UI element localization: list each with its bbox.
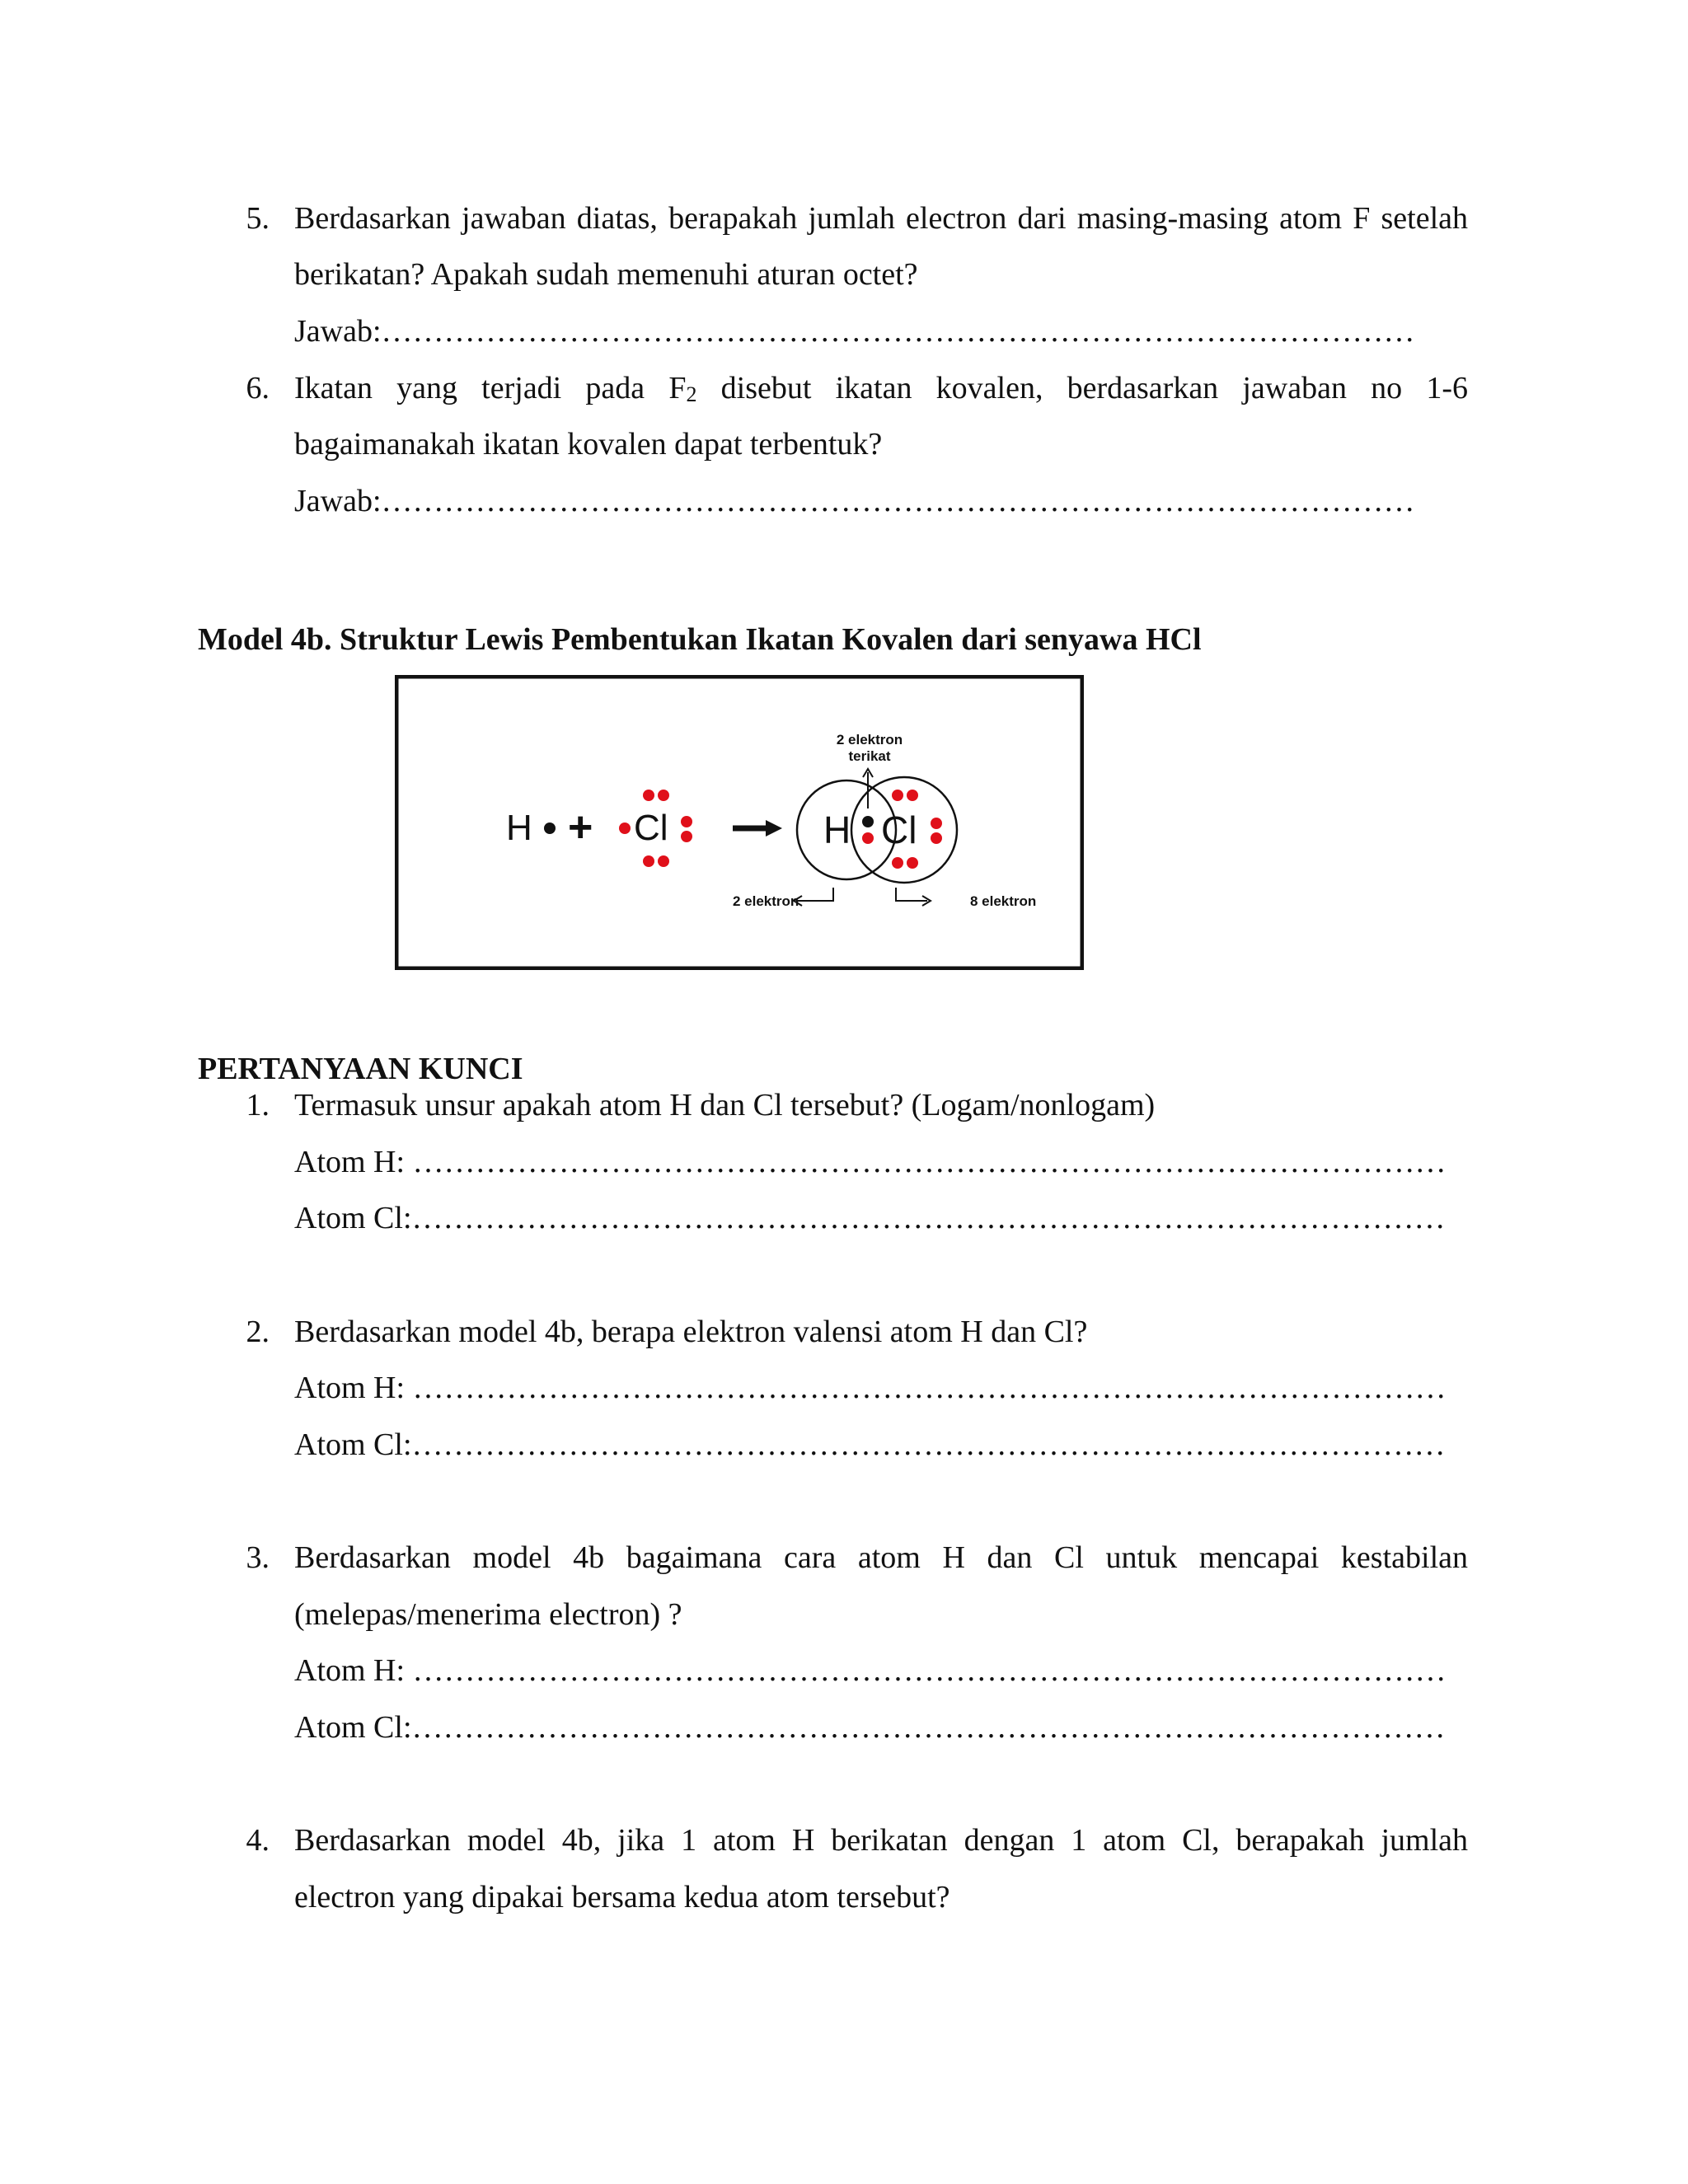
question-6-answer-line[interactable]: Jawab:………………………………………………………………………………………: [294, 484, 1415, 518]
key-question-2-answer-cl[interactable]: Atom Cl:………………………………………………………………………………………: [294, 1427, 1446, 1462]
cl-left-electron: [658, 855, 669, 867]
label-2-elektron-terikat-line1: 2 elektron: [836, 732, 903, 748]
cl-electron-left: [619, 823, 631, 834]
label-2-elektron: 2 elektron: [733, 893, 799, 909]
key-question-3-line-2: (melepas/menerima electron) ?: [294, 1597, 682, 1632]
cl-left-electron: [681, 831, 692, 842]
label-8-elektron: 8 elektron: [970, 893, 1037, 909]
key-question-1-answer-cl[interactable]: Atom Cl:………………………………………………………………………………………: [294, 1201, 1446, 1235]
figure-border: [396, 677, 1082, 968]
cl-left-electron: [658, 790, 669, 801]
section-title: PERTANYAAN KUNCI: [198, 1052, 523, 1086]
cl-right-electron: [931, 832, 942, 844]
cl-left-electron: [643, 790, 654, 801]
question-6-number: 6.: [246, 371, 270, 405]
h-electron-left: [544, 823, 556, 834]
cl-left-electron: [681, 816, 692, 827]
key-question-4-line-2: electron yang dipakai bersama kedua atom tersebut?: [294, 1880, 950, 1915]
shared-electron-red: [862, 832, 874, 844]
key-question-3-line-1: Berdasarkan model 4b bagaimana cara atom H dan Cl untuk mencapai kestabilan: [294, 1540, 1468, 1575]
key-question-3-answer-h[interactable]: Atom H: ………………………………………………………………………………………: [294, 1653, 1447, 1688]
key-question-1-text: Termasuk unsur apakah atom H dan Cl tersebut? (Logam/nonlogam): [294, 1088, 1156, 1122]
key-question-2-text: Berdasarkan model 4b, berapa elektron valensi atom H dan Cl?: [294, 1315, 1088, 1349]
question-6-subscript: 2: [686, 382, 697, 406]
cl-right-electron: [892, 790, 903, 801]
plus-sign: +: [568, 804, 593, 851]
key-question-2-answer-h[interactable]: Atom H: ………………………………………………………………………………………: [294, 1371, 1447, 1405]
key-question-1-answer-h[interactable]: Atom H: ………………………………………………………………………………………: [294, 1145, 1447, 1179]
cl-right-electron: [931, 818, 942, 829]
question-6-text-a: Ikatan yang terjadi pada F: [294, 371, 687, 405]
key-question-3-number: 3.: [246, 1540, 270, 1575]
cl-left-electron: [643, 855, 654, 867]
key-question-1-number: 1.: [246, 1088, 270, 1122]
atom-cl-left: Cl: [634, 808, 668, 848]
label-2-elektron-terikat-line2: terikat: [848, 748, 891, 764]
key-question-2-number: 2.: [246, 1315, 270, 1349]
cl-right-electron: [907, 790, 918, 801]
atom-h-left: H: [506, 808, 532, 848]
atom-cl-right: Cl: [881, 808, 917, 851]
lewis-structure-figure: [395, 675, 1084, 970]
shared-electron-black: [862, 816, 874, 827]
key-question-4-line-1: Berdasarkan model 4b, jika 1 atom H berikatan dengan 1 atom Cl, berapakah jumlah: [294, 1823, 1468, 1858]
key-question-4-number: 4.: [246, 1823, 270, 1858]
question-6-line-1: [294, 373, 1468, 405]
question-6-text-b: disebut ikatan kovalen, berdasarkan jawaban no 1-6: [696, 371, 1468, 405]
key-question-3-answer-cl[interactable]: Atom Cl:………………………………………………………………………………………: [294, 1710, 1446, 1745]
question-5-line-1: Berdasarkan jawaban diatas, berapakah jumlah electron dari masing-masing atom F setelah: [294, 201, 1468, 236]
cl-right-electron: [892, 857, 903, 869]
cl-right-electron: [907, 857, 918, 869]
question-5-number: 5.: [246, 201, 270, 236]
atom-h-right: H: [823, 808, 851, 851]
question-5-answer-line[interactable]: Jawab:………………………………………………………………………………………: [294, 314, 1415, 349]
question-6-line-2: bagaimanakah ikatan kovalen dapat terbentuk?: [294, 427, 883, 462]
model-4b-title: Model 4b. Struktur Lewis Pembentukan Ikatan Kovalen dari senyawa HCl: [198, 622, 1202, 657]
question-5-line-2: berikatan? Apakah sudah memenuhi aturan octet?: [294, 257, 918, 292]
